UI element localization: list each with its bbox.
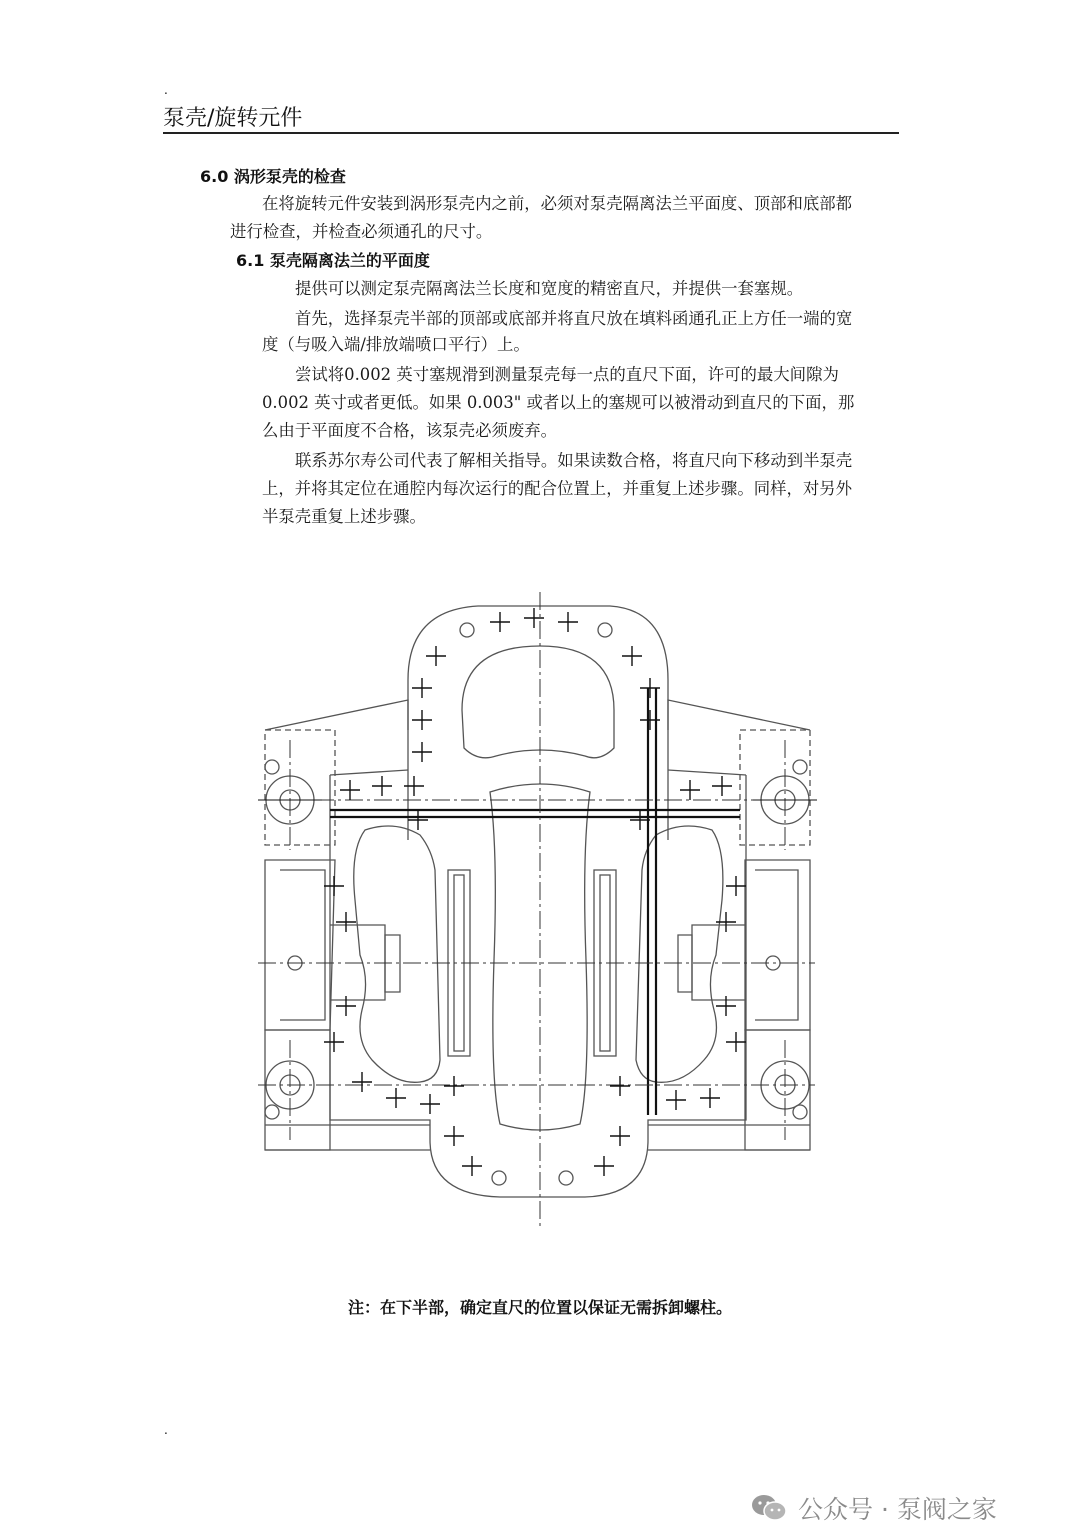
para-4-line-2: 上，并将其定位在通腔内每次运行的配合位置上，并重复上述步骤。同样，对另外	[262, 479, 853, 498]
figure-note: 注：在下半部，确定直尺的位置以保证无需拆卸螺柱。	[347, 1298, 732, 1317]
para-3-line-3: 么由于平面度不合格，该泵壳必须废弃。	[262, 421, 558, 440]
para-2-line-2: 度（与吸入端/排放端喷口平行）上。	[262, 335, 530, 354]
wechat-icon	[750, 1493, 788, 1523]
para-4-line-1: 联系苏尔寿公司代表了解相关指导。如果读数合格，将直尺向下移动到半泵壳	[295, 451, 853, 470]
header-title: 泵壳/旋转元件	[163, 106, 303, 131]
pump-casing-drawing	[240, 590, 840, 1250]
page-dot-top: .	[164, 83, 168, 97]
page-dot-bottom: .	[164, 1423, 168, 1437]
subsection-title: 6.1 泵壳隔离法兰的平面度	[236, 251, 430, 270]
para-4-line-3: 半泵壳重复上述步骤。	[262, 507, 426, 526]
para-2-line-1: 首先，选择泵壳半部的顶部或底部并将直尺放在填料函通孔正上方任一端的宽	[295, 309, 853, 328]
section-title: 6.0 涡形泵壳的检查	[200, 167, 346, 186]
watermark-text: 公众号 · 泵阀之家	[798, 1495, 997, 1524]
header-rule	[163, 132, 899, 134]
para-1: 提供可以测定泵壳隔离法兰长度和宽度的精密直尺，并提供一套塞规。	[295, 279, 804, 298]
para-3-line-1: 尝试将0.002 英寸塞规滑到测量泵壳每一点的直尺下面，许可的最大间隙为	[295, 365, 839, 384]
watermark	[750, 1488, 997, 1528]
intro-line-1: 在将旋转元件安装到涡形泵壳内之前，必须对泵壳隔离法兰平面度、顶部和底部都	[262, 194, 853, 213]
para-3-line-2: 0.002 英寸或者更低。如果 0.003" 或者以上的塞规可以被滑动到直尺的下面，那	[262, 393, 855, 412]
intro-line-2: 进行检查，并检查必须通孔的尺寸。	[230, 222, 493, 241]
